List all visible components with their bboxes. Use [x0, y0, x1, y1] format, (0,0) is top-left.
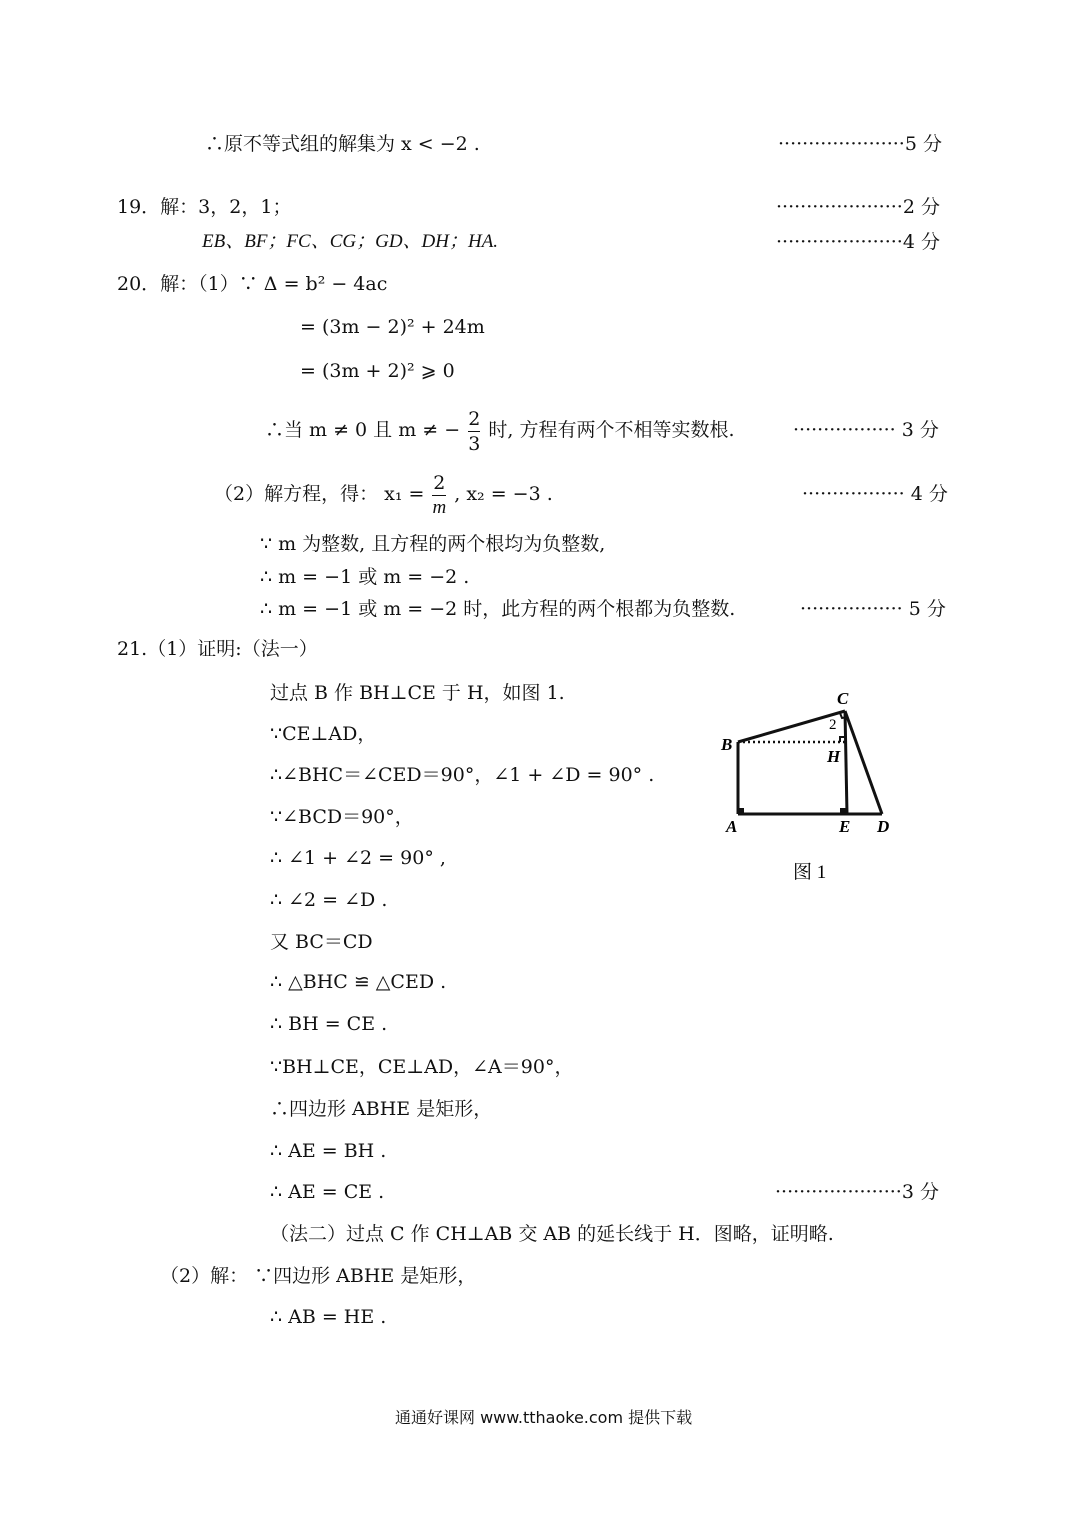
- score-5: ·····················5 分: [778, 133, 942, 155]
- q21-method-two: （法二）过点 C 作 CH⊥AB 交 AB 的延长线于 H．图略，证明略.: [270, 1223, 834, 1245]
- fraction-denominator: 3: [468, 432, 481, 455]
- q20-discriminant: 20．解：（1）∵ Δ = b² − 4ac: [117, 273, 388, 295]
- q21-line-3: ∵CE⊥AD，: [270, 723, 377, 745]
- q20-integer-condition: ∵ m 为整数, 且方程的两个根均为负整数,: [260, 533, 606, 555]
- label-angle-2: 2: [829, 717, 837, 733]
- q20-m-values: ∴ m = −1 或 m = −2 .: [260, 566, 470, 588]
- fraction-bar: [468, 431, 480, 432]
- label-B: B: [721, 735, 733, 754]
- score-5b: ················· 5 分: [800, 598, 946, 620]
- q21-line-10: ∴ BH = CE .: [270, 1013, 388, 1035]
- segment-CE: [845, 711, 847, 814]
- q20-roots: [214, 465, 553, 523]
- q21-line-14: ∴ AE = CE .: [270, 1181, 385, 1203]
- q21-line-11: ∵BH⊥CE，CE⊥AD，∠A＝90°，: [270, 1056, 574, 1078]
- score-4: ·····················4 分: [776, 231, 940, 253]
- q21-line-7: ∴ ∠2 = ∠D .: [270, 889, 388, 911]
- figure-caption: 图 1: [793, 862, 827, 882]
- footer-source: 通通好课网 www.tthaoke.com 提供下载: [395, 1408, 693, 1427]
- fraction-bar: [432, 495, 446, 496]
- label-D: D: [877, 817, 890, 836]
- solution-set-line: ∴原不等式组的解集为 x < −2 .: [205, 133, 480, 155]
- q21-line-9: ∴ △BHC ≌ △CED .: [270, 971, 447, 993]
- q21-line-13: ∴ AE = BH .: [270, 1140, 387, 1162]
- q19-segments: EB、BF；FC、CG；GD、DH；HA.: [202, 231, 499, 252]
- right-angle-A: [739, 808, 744, 813]
- label-A: A: [726, 817, 738, 836]
- q21-line-6: ∴ ∠1 + ∠2 = 90° ,: [270, 847, 446, 869]
- label-H: H: [827, 747, 841, 766]
- q20-conclusion: ∴ m = −1 或 m = −2 时，此方程的两个根都为负整数.: [260, 598, 736, 620]
- q21-line-8: 又 BC＝CD: [270, 931, 373, 953]
- right-angle-E: [840, 808, 846, 813]
- fraction-denominator: m: [432, 496, 447, 518]
- q21-part2: （2）解： ∵四边形 ABHE 是矩形，: [160, 1265, 477, 1287]
- fraction-two-over-m: [432, 472, 446, 519]
- q21-construction: 过点 B 作 BH⊥CE 于 H，如图 1.: [270, 682, 565, 704]
- q20-step-2: = (3m + 2)² ⩾ 0: [300, 360, 455, 382]
- q20-condition-pre: ∴当 m ≠ 0 且 m ≠ −: [265, 419, 461, 441]
- q20-condition: [265, 401, 734, 459]
- segment-CD: [845, 711, 882, 814]
- q20-roots-pre: （2）解方程，得： x₁ =: [214, 483, 425, 505]
- q20-roots-post: , x₂ = −3 .: [454, 483, 553, 505]
- q20-condition-post: 时, 方程有两个不相等实数根.: [488, 419, 735, 441]
- label-C: C: [837, 689, 849, 708]
- q21-line-5: ∵∠BCD＝90°，: [270, 806, 414, 828]
- fraction-numerator: 2: [433, 471, 446, 494]
- q21-line-4: ∴∠BHC＝∠CED＝90°，∠1 + ∠D = 90° .: [270, 764, 655, 786]
- q21-line-12: ∴四边形 ABHE 是矩形，: [270, 1098, 493, 1120]
- score-3: ················· 3 分: [793, 419, 939, 441]
- label-E: E: [839, 817, 851, 836]
- q21-heading: 21.（1）证明:（法一）: [117, 638, 318, 660]
- score-3b: ·····················3 分: [775, 1181, 939, 1203]
- fraction-two-thirds: [468, 408, 480, 455]
- score-4b: ················· 4 分: [802, 483, 948, 505]
- fraction-numerator: 2: [468, 407, 481, 430]
- figure-1: [715, 682, 915, 882]
- q20-step-1: = (3m − 2)² + 24m: [300, 316, 485, 338]
- q21-part2-line2: ∴ AB = HE .: [270, 1306, 387, 1328]
- score-2: ·····················2 分: [776, 196, 940, 218]
- q19-answer: 19．解：3，2，1；: [117, 196, 292, 218]
